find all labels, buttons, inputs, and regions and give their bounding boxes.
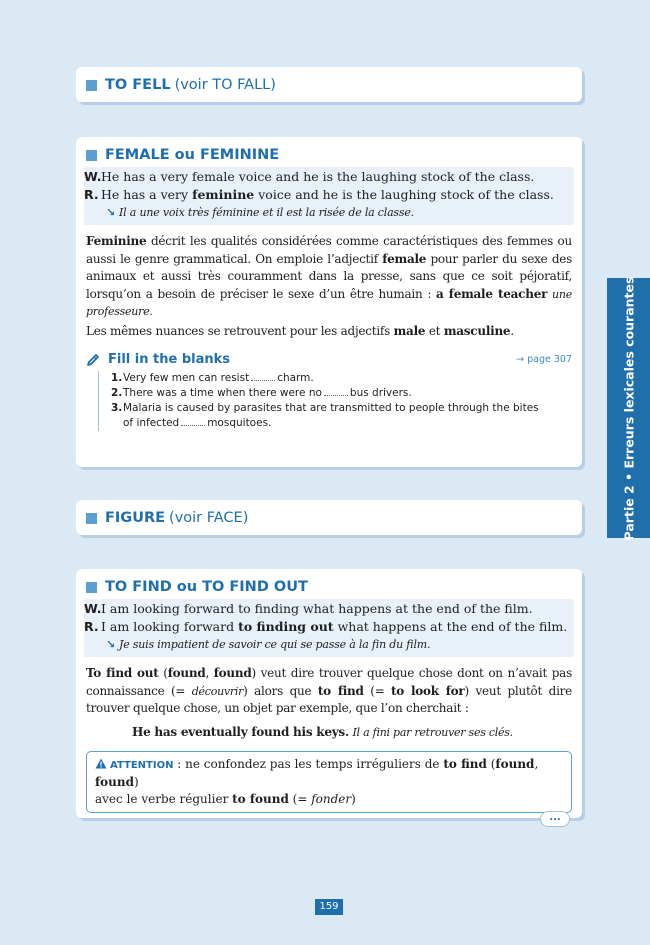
entry-reference: (voir FACE): [169, 510, 249, 526]
translation: ↘ Il a une voix très féminine et il est la risée de la classe.: [106, 206, 414, 219]
wrong-sentence: I am looking forward to finding what happens at the end of the film.: [101, 601, 533, 616]
fill-in-blanks-exercise: [86, 352, 572, 431]
explanation-paragraph-2: Les mêmes nuances se retrouvent pour les adjectifs male et masculine.: [86, 323, 514, 338]
exercise-item: 1. Very few men can resist charm.: [111, 372, 314, 384]
entry-term: TO FELL: [105, 77, 171, 93]
wrong-example: [84, 600, 568, 618]
translation: ↘ Je suis impatient de savoir ce qui se passe à la fin du film.: [106, 638, 431, 651]
right-example: [84, 186, 568, 204]
entry-to-fell: [76, 67, 582, 102]
blank: [324, 387, 348, 396]
example-sentence: He has eventually found his keys. Il a fini par retrouver ses clés.: [132, 724, 513, 739]
entry-term: FEMALE ou FEMININE: [105, 147, 280, 163]
entry-female-feminine: [76, 137, 582, 467]
example-box: [84, 167, 574, 225]
exercise-list: [98, 371, 572, 431]
attention-label: ATTENTION: [110, 760, 174, 771]
page-reference-link[interactable]: → page 307: [516, 354, 572, 365]
arrow-icon: ↘: [106, 638, 116, 651]
section-side-tab-label: Partie 2 • Erreurs lexicales courantes: [621, 276, 636, 540]
blank: [251, 372, 275, 381]
entry-term: FIGURE: [105, 510, 166, 526]
entry-to-find: [76, 569, 582, 823]
entry-heading: [86, 147, 582, 163]
square-bullet-icon: [86, 513, 97, 524]
entry-heading: [86, 579, 582, 595]
right-example: [84, 618, 568, 636]
entry-reference: (voir TO FALL): [174, 77, 276, 93]
wrong-sentence: He has a very female voice and he is the laughing stock of the class.: [101, 169, 535, 184]
entry-figure: [76, 500, 582, 535]
warning-icon: [95, 757, 107, 774]
exercise-item: 3. Malaria is caused by parasites that are transmitted to people through the bites of infected mosquitoes.: [111, 402, 539, 429]
exercise-title: Fill in the blanks: [86, 352, 230, 367]
explanation-paragraph: To find out (found, found) veut dire trouver quelque chose dont on n’avait pas connaissance (= découvrir) alors que to find (= to look for) veut plutôt dire trouver quelque chose, un objet par exemple, que l’on cherchait :: [86, 666, 572, 715]
more-button[interactable]: ...: [540, 811, 570, 827]
right-marker: R.: [84, 619, 99, 634]
arrow-icon: ↘: [106, 206, 116, 219]
entry-heading: [86, 510, 572, 526]
entry-term: TO FIND ou TO FIND OUT: [105, 579, 308, 595]
example-box: [84, 599, 574, 657]
blank: [181, 417, 205, 426]
wrong-marker: W.: [84, 169, 102, 184]
right-sentence: He has a very feminine voice and he is the laughing stock of the class.: [101, 187, 554, 202]
square-bullet-icon: [86, 150, 97, 161]
explanation-paragraph: Feminine décrit les qualités considérées comme caractéristiques des femmes ou aussi le genre grammatical. On emploie l’adjectif female pour parler du sexe des animaux et aussi très couramment dans la presse, sans que ce soit péjoratif, lorsqu’on a besoin de préciser le sexe d’un être humain : a female teacher une professeure.: [86, 234, 573, 318]
right-sentence: I am looking forward to finding out what happens at the end of the film.: [101, 619, 568, 634]
page-number: 159: [315, 899, 343, 915]
right-marker: R.: [84, 187, 99, 202]
entry-heading: [86, 77, 572, 93]
exercise-item: 2. There was a time when there were no bus drivers.: [111, 387, 412, 399]
section-side-tab: [607, 278, 650, 538]
square-bullet-icon: [86, 582, 97, 593]
attention-box: ATTENTION : ne confondez pas les temps irréguliers de to find (found, found) avec le verbe régulier to found (= fonder): [86, 751, 572, 813]
square-bullet-icon: [86, 80, 97, 91]
wrong-example: [84, 168, 568, 186]
wrong-marker: W.: [84, 601, 102, 616]
pencil-icon: [86, 353, 100, 367]
